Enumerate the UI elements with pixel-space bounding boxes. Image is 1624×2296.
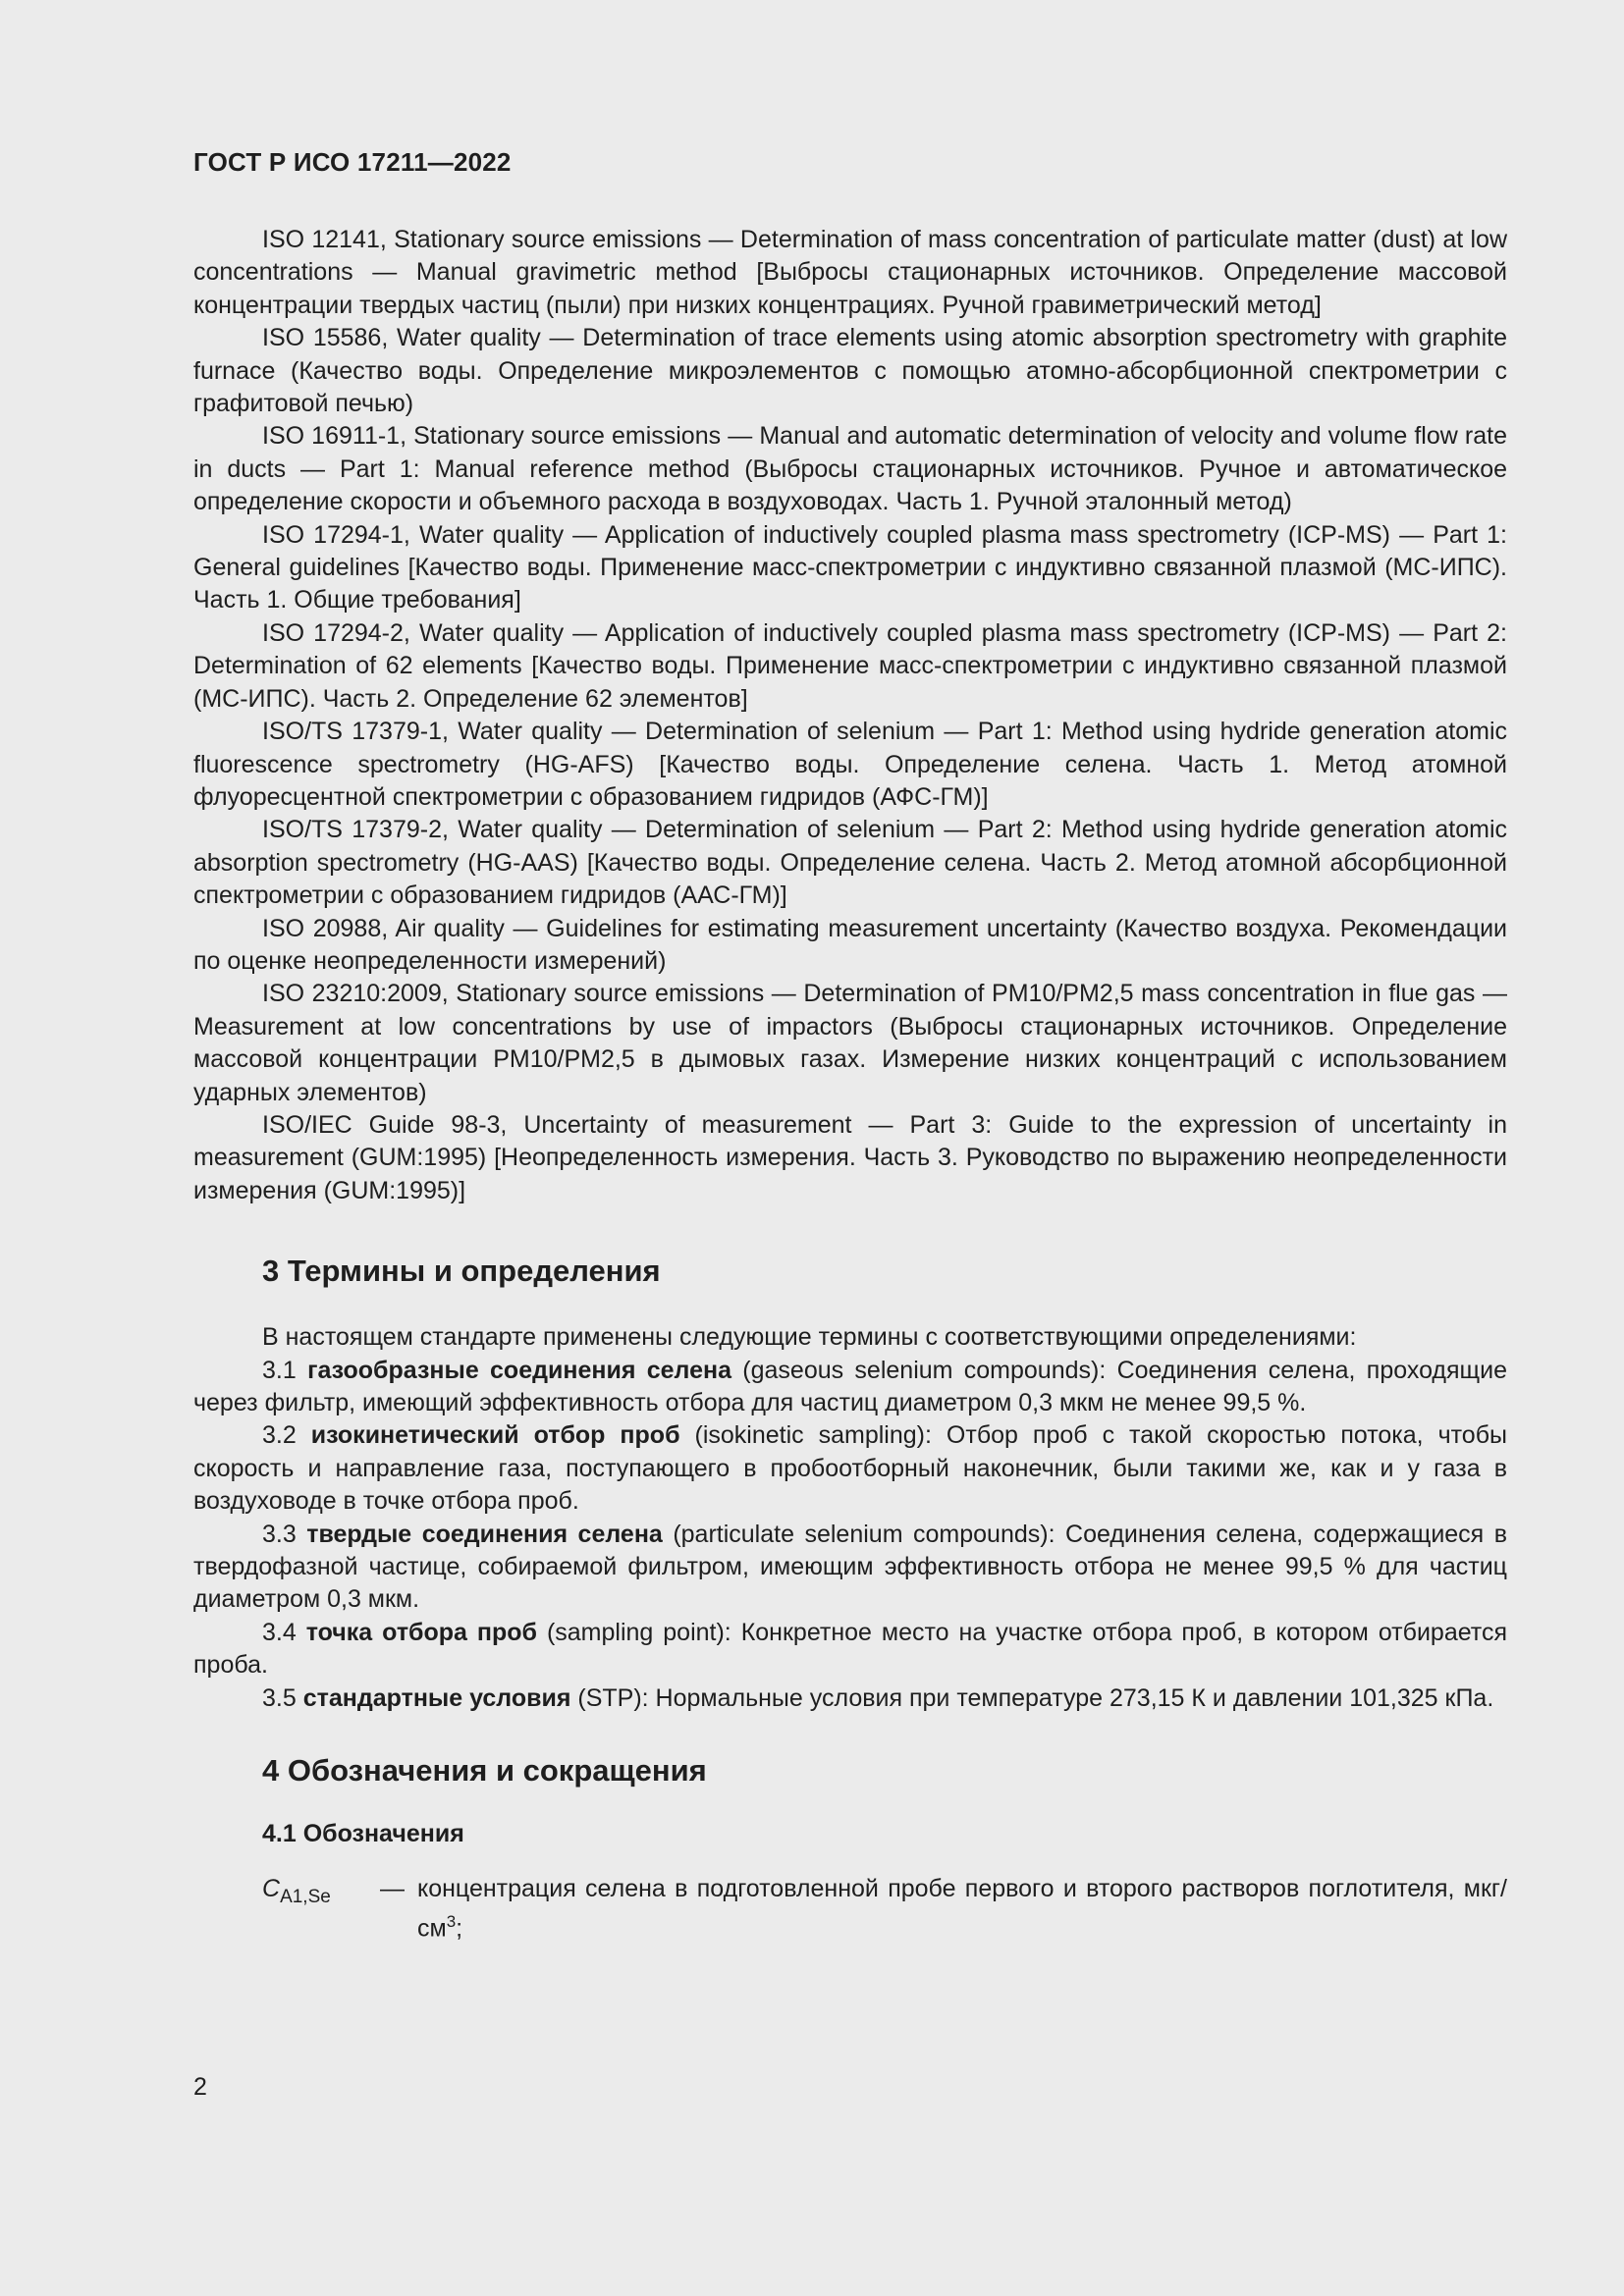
section-4-heading: 4 Обозначения и сокращения: [262, 1753, 707, 1789]
reference-item: ISO 12141, Stationary source emissions — Determination of mass concentration of particulate matter (dust) at low concentrations — Manual gravimetric method [Выбросы стационарных источников. Определение массовой концентрации твердых частиц (пыли) при низких концентрациях. Ручной гравиметрический метод]: [193, 226, 1507, 319]
term-name: газообразные соединения селена: [307, 1356, 731, 1384]
reference-item: ISO 23210:2009, Stationary source emissions — Determination of PM10/PM2,5 mass concentration in flue gas — Measurement at low concentrations by use of impactors (Выбросы стационарных источников. Определение массовой концентрации PM10/PM2,5 в дымовых газах. Измерение низких концентраций с использованием ударных элементов): [193, 980, 1507, 1106]
term-name: изокинетический отбор проб: [310, 1421, 680, 1450]
reference-item: ISO 17294-2, Water quality — Application of inductively coupled plasma mass spectrometry (ICP-MS) — Part 2: Determination of 62 elements [Качество воды. Применение масс-спектрометрии с индуктивно связанной плазмой (МС-ИПС). Часть 2. Определение 62 элементов]: [193, 618, 1507, 713]
symbol-dash: —: [380, 1875, 405, 1903]
symbol: $C_{A1,Se}$: [262, 1875, 331, 1908]
symbol-definition: концентрация селена в подготовленной пробе первого и второго растворов поглотителя, мкг/$см^3$;: [417, 1875, 1507, 1943]
term-text: (STP): Нормальные условия при температуре 273,15 К и давлении 101,325 кПа.: [570, 1683, 1494, 1712]
term-definition-3-4: [193, 1617, 1507, 1682]
term-number: 3.3: [262, 1520, 307, 1548]
term-definition-3-5: [193, 1682, 1507, 1715]
unit-superscript: 3: [446, 1912, 457, 1932]
section-3-intro: В настоящем стандарте применены следующие термины с соответствующими определениями:: [262, 1323, 1357, 1352]
term-name: стандартные условия: [302, 1683, 571, 1712]
page-number: 2: [193, 2073, 207, 2101]
term-text: (sampling point): Конкретное место на участке отбора проб, в котором отбирается проба.: [193, 1618, 1508, 1680]
page-content: [193, 224, 1507, 1946]
term-text: (gaseous selenium compounds): Соединения селена, проходящие через фильтр, имеющий эффективность отбора для частиц диаметром 0,3 мкм не менее 99,5 %.: [193, 1356, 1507, 1416]
term-name: твердые соединения селена: [306, 1520, 663, 1548]
symbol-definition-row: [193, 1873, 1507, 1946]
reference-item: ISO 17294-1, Water quality — Application of inductively coupled plasma mass spectrometry (ICP-MS) — Part 1: General guidelines [Качество воды. Применение масс-спектрометрии с индуктивно связанной плазмой (МС-ИПС). Часть 1. Общие требования]: [193, 520, 1507, 614]
term-text: (particulate selenium compounds): Соединения селена, содержащиеся в твердофазной частице, собираемой фильтром, имеющим эффективность отбора не менее 99,5 % для частиц диаметром 0,3 мкм.: [193, 1520, 1507, 1614]
term-number: 3.5: [262, 1683, 303, 1712]
term-definition-3-2: [193, 1419, 1507, 1518]
term-definition-3-3: [193, 1519, 1507, 1617]
term-name: точка отбора проб: [305, 1618, 537, 1646]
reference-item: ISO/TS 17379-2, Water quality — Determination of selenium — Part 2: Method using hydride generation atomic absorption spectrometry (HG-AAS) [Качество воды. Определение селена. Часть 2. Метод атомной абсорбционной спектрометрии с образованием гидридов (ААС-ГМ)]: [193, 816, 1507, 910]
symbol-subscript: A1,Se: [280, 1887, 331, 1908]
reference-item: ISO 15586, Water quality — Determination of trace elements using atomic absorption spectrometry with graphite furnace (Качество воды. Определение микроэлементов с помощью атомно-абсорбционной спектрометрии с графитовой печью): [193, 324, 1507, 418]
term-definition-3-1: [193, 1355, 1507, 1420]
reference-item: ISO/TS 17379-1, Water quality — Determination of selenium — Part 1: Method using hydride generation atomic fluorescence spectrometry (HG-AFS) [Качество воды. Определение селена. Часть 1. Метод атомной флуоресцентной спектрометрии с образованием гидридов (АФС-ГМ)]: [193, 718, 1507, 811]
reference-item: ISO/IEC Guide 98-3, Uncertainty of measurement — Part 3: Guide to the expression of uncertainty in measurement (GUM:1995) [Неопределенность измерения. Часть 3. Руководство по выражению неопределенности измерения (GUM:1995)]: [193, 1110, 1507, 1204]
term-number: 3.4: [262, 1618, 306, 1646]
section-3-heading: 3 Термины и определения: [262, 1254, 661, 1289]
normative-references-list: [193, 224, 1507, 1207]
reference-item: ISO 20988, Air quality — Guidelines for estimating measurement uncertainty (Качество воздуха. Рекомендации по оценке неопределенности измерений): [193, 914, 1507, 975]
term-text: (isokinetic sampling): Отбор проб с такой скоростью потока, чтобы скорость и направление газа, поступающего в пробоотборный наконечник, были такими же, как и у газа в воздуховоде в точке отбора проб.: [193, 1421, 1507, 1516]
section-4-1-heading: 4.1 Обозначения: [262, 1820, 464, 1848]
document-code-header: ГОСТ Р ИСО 17211—2022: [193, 147, 512, 177]
reference-item: ISO 16911-1, Stationary source emissions — Manual and automatic determination of velocity and volume flow rate in ducts — Part 1: Manual reference method (Выбросы стационарных источников. Ручное и автоматическое определение скорости и объемного расхода в воздуховодах. Часть 1. Ручной эталонный метод): [193, 422, 1507, 516]
term-number: 3.1: [262, 1356, 308, 1384]
term-number: 3.2: [262, 1421, 311, 1450]
